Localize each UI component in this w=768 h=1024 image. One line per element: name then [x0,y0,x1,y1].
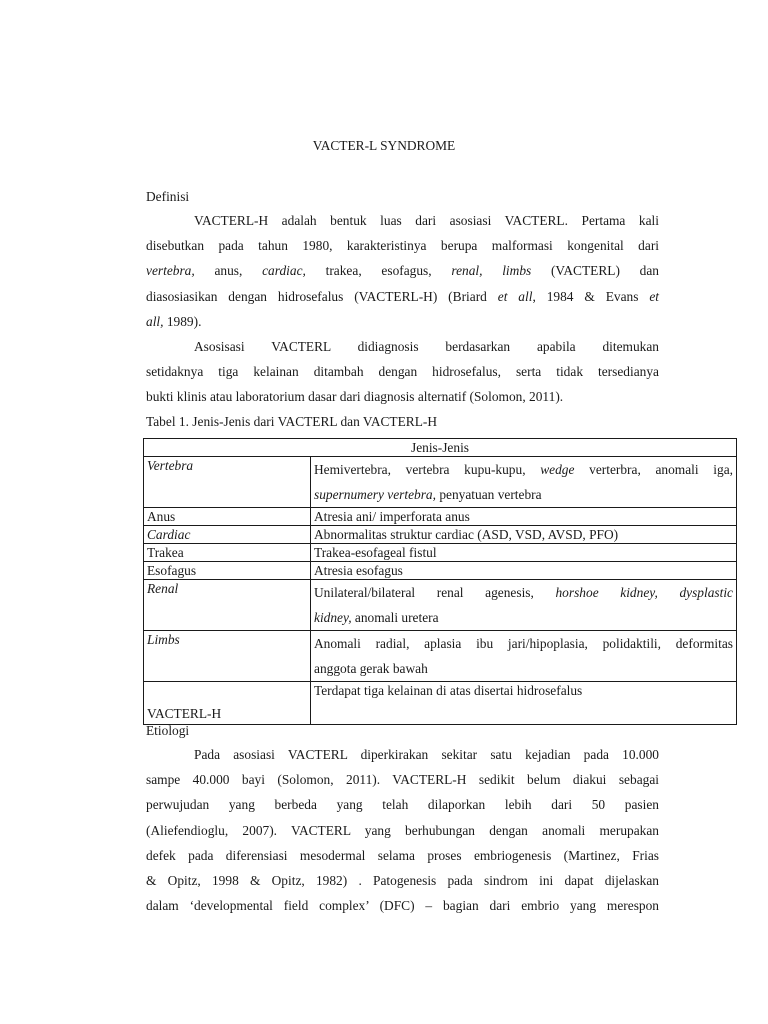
row-desc-cell: Anomali radial, aplasia ibu jari/hipoplasia, polidaktili, deformitas anggota gerak bawah [311,631,737,682]
row-name-cell: Vertebra [144,457,311,508]
text-line: disebutkan pada tahun 1980, karakteristinya berupa malformasi kongenital dari [146,238,659,254]
text-line: all, 1989). [146,313,202,329]
text-line: diasosiasikan dengan hidrosefalus (VACTERL-H) (Briard et all, 1984 & Evans et [146,288,659,304]
text-line: dalam ‘developmental field complex’ (DFC) – bagian dari embrio yang merespon [146,898,659,914]
row-desc-cell: Abnormalitas struktur cardiac (ASD, VSD, AVSD, PFO) [311,526,737,544]
text-line: vertebra, anus, cardiac, trakea, esofagus, renal, limbs (VACTERL) dan [146,263,659,279]
text-line: VACTERL-H adalah bentuk luas dari asosiasi VACTERL. Pertama kali [194,213,659,228]
text-line: & Opitz, 1998 & Opitz, 1982) . Patogenesis pada sindrom ini dapat dijelaskan [146,872,659,888]
text-line: Pada asosiasi VACTERL diperkirakan sekitar satu kejadian pada 10.000 [194,747,659,762]
text-line: perwujudan yang berbeda yang telah dilaporkan lebih dari 50 pasien [146,797,659,813]
table-row [144,580,737,631]
text-line: bukti klinis atau laboratorium dasar dari diagnosis alternatif (Solomon, 2011). [146,389,564,405]
table-row [144,457,737,508]
document-title: VACTER-L SYNDROME [312,138,456,153]
row-desc-cell: Atresia esofagus [311,562,737,580]
row-name-cell: VACTERL-H [144,682,311,725]
row-desc-cell: Trakea-esofageal fistul [311,544,737,562]
vacterl-types-table [143,438,737,725]
table-header-row [144,439,737,457]
text-line: sampe 40.000 bayi (Solomon, 2011). VACTERL-H sedikit belum diakui sebagai [146,772,659,788]
table-row [144,682,737,725]
text-line: defek pada diferensiasi mesodermal selama proses embriogenesis (Martinez, Frias [146,847,659,863]
row-desc-cell: Terdapat tiga kelainan di atas disertai hidrosefalus [311,682,737,725]
row-name-cell: Renal [144,580,311,631]
etiologi-paragraph [146,742,659,918]
row-desc-cell: Hemivertebra, vertebra kupu-kupu, wedge verterbra, anomali iga, supernumery vertebra, penyatuan vertebra [311,457,737,508]
table-caption: Tabel 1. Jenis-Jenis dari VACTERL dan VACTERL-H [146,414,438,429]
row-name-cell: Cardiac [144,526,311,544]
table-row [144,526,737,544]
text-line: (Aliefendioglu, 2007). VACTERL yang berhubungan dengan anomali merupakan [146,822,659,838]
row-desc-cell: Unilateral/bilateral renal agenesis, horshoe kidney, dysplastic kidney, anomali uretera [311,580,737,631]
section-heading-definisi: Definisi [146,189,190,204]
table-row [144,631,737,682]
definisi-paragraph-1 [146,208,659,334]
row-name-cell: Anus [144,508,311,526]
table-header-cell: Jenis-Jenis [144,439,737,457]
table-row [144,544,737,562]
row-name-cell: Limbs [144,631,311,682]
table-row [144,562,737,580]
definisi-paragraph-2 [146,334,659,410]
text-line: Asosisasi VACTERL didiagnosis berdasarkan apabila ditemukan [194,339,659,354]
text-line: setidaknya tiga kelainan ditambah dengan hidrosefalus, serta tidak tersedianya [146,364,659,380]
row-name-cell: Esofagus [144,562,311,580]
row-name-cell: Trakea [144,544,311,562]
table-row [144,508,737,526]
row-desc-cell: Atresia ani/ imperforata anus [311,508,737,526]
section-heading-etiologi: Etiologi [146,723,190,738]
